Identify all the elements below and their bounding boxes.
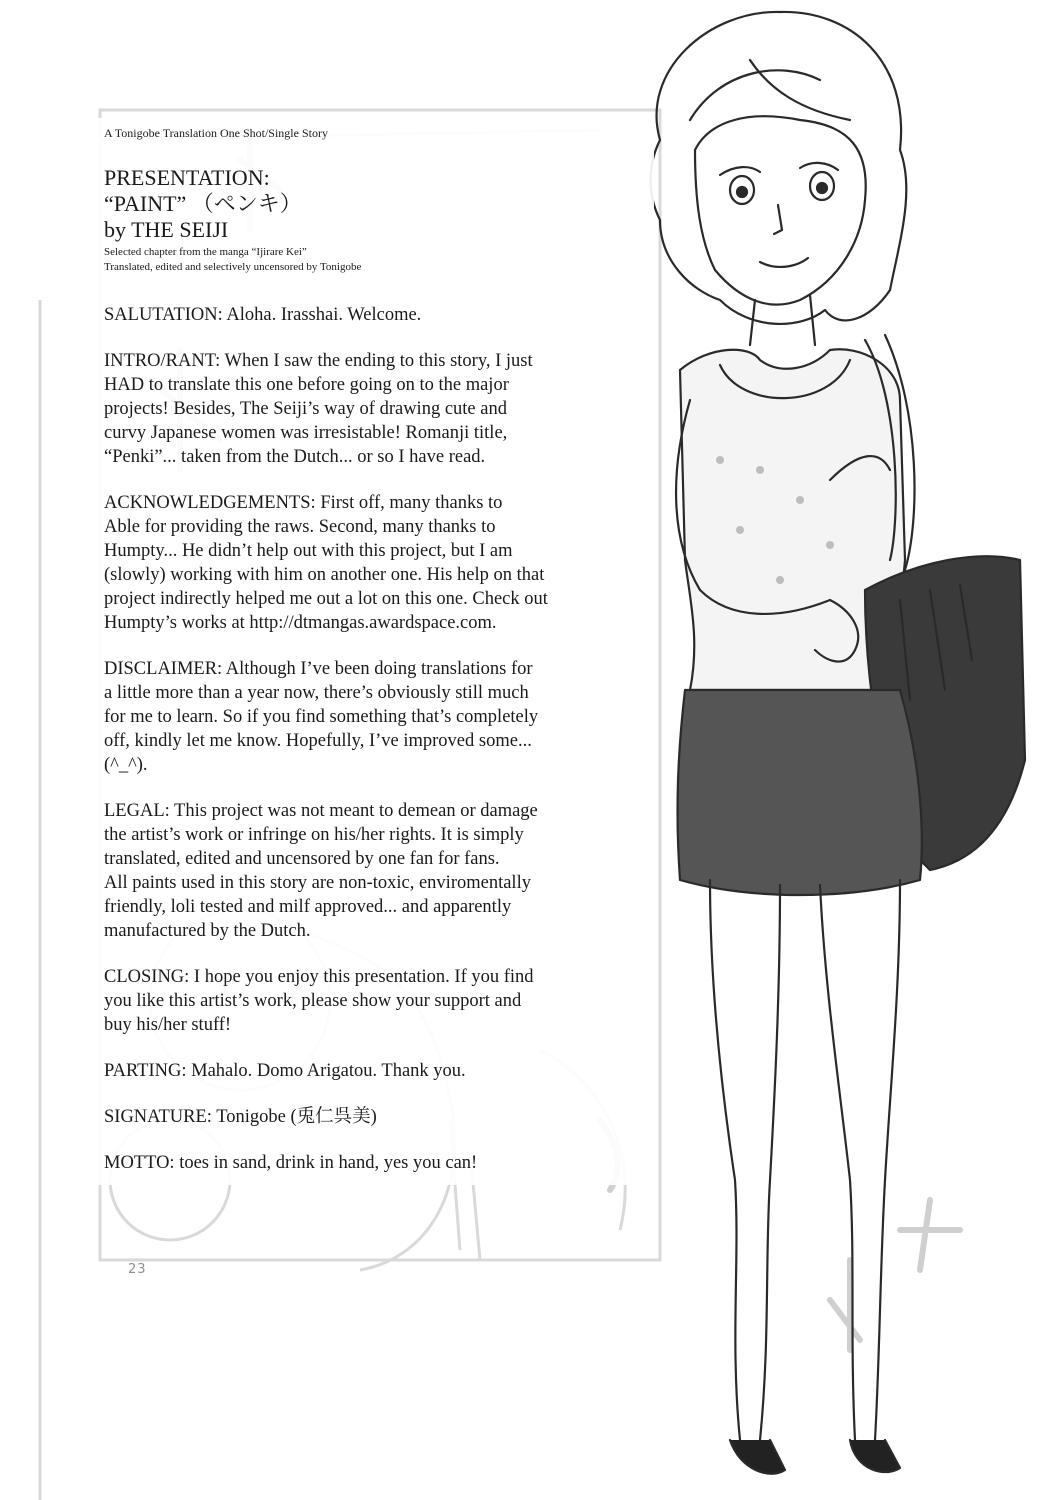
section-motto [104,1151,644,1175]
section-intro-rant [104,349,644,469]
section-line: curvy Japanese women was irresistable! Romanji title, [104,423,508,443]
section-signature [104,1105,644,1129]
character-illustration [600,0,1037,1500]
section-line: SIGNATURE: Tonigobe (兎仁呉美) [104,1107,377,1127]
section-line: INTRO/RANT: When I saw the ending to this story, I just [104,351,533,371]
section-line: ACKNOWLEDGEMENTS: First off, many thanks to [104,493,503,513]
section-salutation [104,303,644,327]
presentation-source-note: Selected chapter from the manga “Ijirare Kei” [104,246,307,258]
presentation-name: “PAINT” （ペンキ） [104,191,302,216]
section-line: LEGAL: This project was not meant to demean or damage [104,801,538,821]
section-line: buy his/her stuff! [104,1015,232,1035]
presentation-title: PRESENTATION: [104,165,270,190]
section-line: off, kindly let me know. Hopefully, I’ve improved some... [104,731,532,751]
section-line: (^_^). [104,755,148,775]
presentation-credits-note: Translated, edited and selectively uncensored by Tonigobe [104,261,362,273]
section-line: HAD to translate this one before going on to the major [104,375,509,395]
section-legal [104,799,644,943]
section-line: CLOSING: I hope you enjoy this presentation. If you find [104,967,534,987]
section-line: Able for providing the raws. Second, many thanks to [104,517,496,537]
section-line: MOTTO: toes in sand, drink in hand, yes you can! [104,1153,478,1173]
presentation-byline: by THE SEIJI [104,217,229,242]
section-line: the artist’s work or infringe on his/her rights. It is simply [104,825,524,845]
section-line: you like this artist’s work, please show your support and [104,991,522,1011]
section-line: a little more than a year now, there’s obviously still much [104,683,529,703]
section-parting [104,1059,644,1083]
section-line: translated, edited and uncensored by one fan for fans. [104,849,500,869]
section-line: DISCLAIMER: Although I’ve been doing translations for [104,659,533,679]
section-line: projects! Besides, The Seiji’s way of drawing cute and [104,399,507,419]
section-line: manufactured by the Dutch. [104,921,311,941]
translation-notes-panel [92,118,654,1185]
section-line: project indirectly helped me out a lot on this one. Check out [104,589,548,609]
credit-line: A Tonigobe Translation One Shot/Single Story [104,126,328,140]
section-disclaimer [104,657,644,777]
section-line: (slowly) working with him on another one. His help on that [104,565,545,585]
section-line: Humpty... He didn’t help out with this project, but I am [104,541,513,561]
section-line: for me to learn. So if you find something that’s completely [104,707,539,727]
section-line: SALUTATION: Aloha. Irasshai. Welcome. [104,305,422,325]
section-acknowledgements [104,491,644,635]
section-line: “Penki”... taken from the Dutch... or so I have read. [104,447,486,467]
section-line: PARTING: Mahalo. Domo Arigatou. Thank you. [104,1061,466,1081]
section-line: All paints used in this story are non-toxic, enviromentally [104,873,531,893]
section-line: friendly, loli tested and milf approved... and apparently [104,897,512,917]
section-line: Humpty’s works at http://dtmangas.awardspace.com. [104,613,497,633]
page-number: 23 [128,1262,147,1277]
section-closing [104,965,644,1037]
